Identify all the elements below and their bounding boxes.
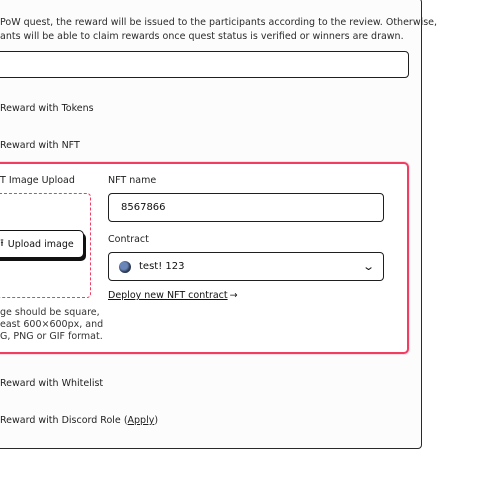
nft-image-upload-label: T Image Upload	[0, 175, 75, 186]
deploy-nft-contract-link[interactable]	[108, 290, 238, 301]
upload-icon: ⭱	[0, 238, 4, 249]
reward-whitelist-label: Reward with Whitelist	[0, 378, 104, 389]
reward-info-text: PoW quest, the reward will be issued to the participants according to the review. Otherwise, ants will be able to claim rewards once quest status is verified or winners are drawn.	[0, 17, 438, 42]
reward-with-discord-role-option[interactable]: Reward with Discord Role (Apply)	[0, 415, 159, 426]
reward-tokens-label: Reward with Tokens	[0, 103, 94, 114]
reward-text-input[interactable]	[0, 51, 409, 78]
image-requirements-hint: ge should be square, east 600×600px, and G, PNG or GIF format.	[0, 307, 104, 342]
contract-avatar	[119, 261, 131, 273]
deploy-link-label: Deploy new NFT contract	[108, 290, 228, 301]
contract-select[interactable]	[108, 252, 384, 281]
nft-name-label: NFT name	[108, 175, 157, 186]
arrow-right-icon: →	[229, 290, 238, 301]
upload-image-button[interactable]	[0, 230, 84, 258]
contract-label: Contract	[108, 234, 149, 245]
reward-with-whitelist-option[interactable]	[0, 378, 103, 389]
upload-image-label: Upload image	[7, 238, 74, 250]
reward-with-tokens-option[interactable]	[0, 103, 94, 114]
nft-name-value: 8567866	[121, 202, 166, 213]
nft-name-input[interactable]	[108, 193, 384, 222]
reward-nft-label: Reward with NFT	[0, 140, 80, 151]
reward-with-nft-option[interactable]	[0, 140, 80, 151]
discord-apply-link[interactable]: Apply	[127, 415, 155, 426]
chevron-down-icon: ⌄	[361, 260, 375, 273]
contract-selected-value: test! 123	[139, 261, 185, 272]
reward-discord-label: Reward with Discord Role	[0, 415, 121, 426]
